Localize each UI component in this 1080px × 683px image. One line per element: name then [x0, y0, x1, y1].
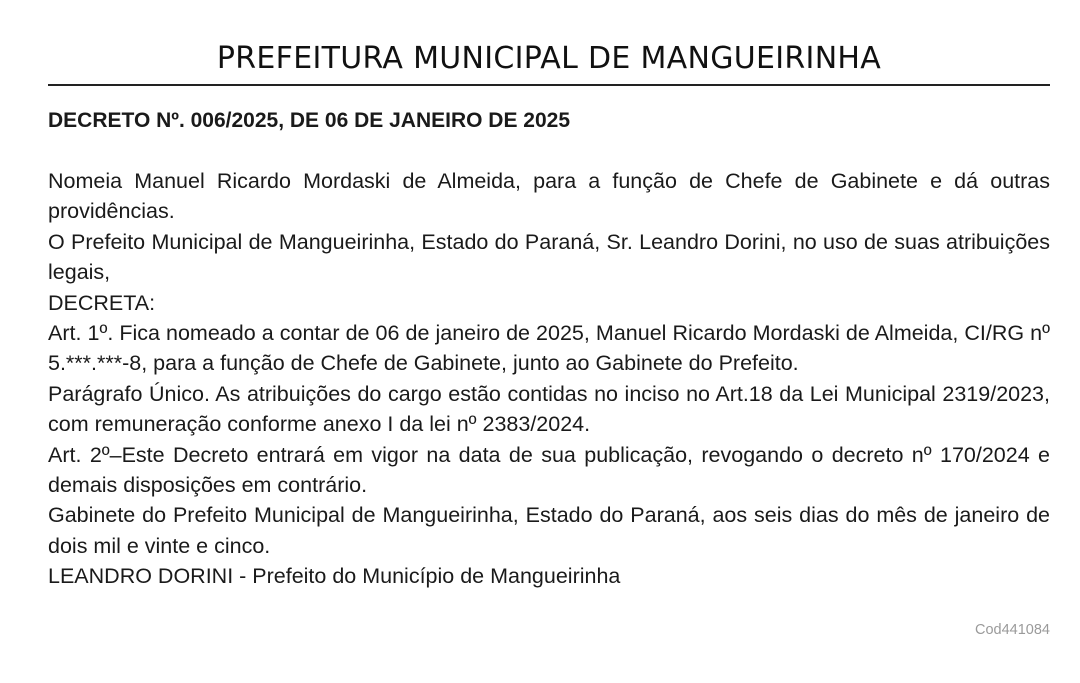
decree-summary: Nomeia Manuel Ricardo Mordaski de Almeida, para a função de Chefe de Gabinete e dá outras providências.	[48, 169, 1050, 224]
document-page	[48, 0, 1050, 592]
closing-statement: Gabinete do Prefeito Municipal de Mangueirinha, Estado do Paraná, aos seis dias do mês de janeiro de dois mil e vinte e cinco.	[48, 503, 1050, 558]
page-title: PREFEITURA MUNICIPAL DE MANGUEIRINHA	[216, 41, 882, 76]
decree-body	[48, 166, 1050, 592]
decree-preamble: O Prefeito Municipal de Mangueirinha, Estado do Paraná, Sr. Leandro Dorini, no uso de suas atribuições legais,	[48, 229, 1050, 285]
header-divider	[48, 84, 1050, 86]
decree-declaration: DECRETA:	[48, 290, 156, 315]
signature-line: LEANDRO DORINI - Prefeito do Município de Mangueirinha	[48, 564, 621, 589]
decree-title: DECRETO Nº. 006/2025, DE 06 DE JANEIRO DE 2025	[48, 109, 571, 132]
publication-code: Cod441084	[975, 622, 1050, 638]
article-1: Art. 1º. Fica nomeado a contar de 06 de janeiro de 2025, Manuel Ricardo Mordaski de Almeida, CI/RG nº 5.***.***-8, para a função de Chefe de Gabinete, junto ao Gabinete do Prefeito.	[48, 321, 1050, 376]
sole-paragraph: Parágrafo Único. As atribuições do cargo estão contidas no inciso no Art.18 da Lei Municipal 2319/2023, com remuneração conforme anexo I da lei nº 2383/2024.	[48, 381, 1050, 437]
article-2: Art. 2º–Este Decreto entrará em vigor na data de sua publicação, revogando o decreto nº 170/2024 e demais disposições em contrário.	[48, 442, 1050, 498]
